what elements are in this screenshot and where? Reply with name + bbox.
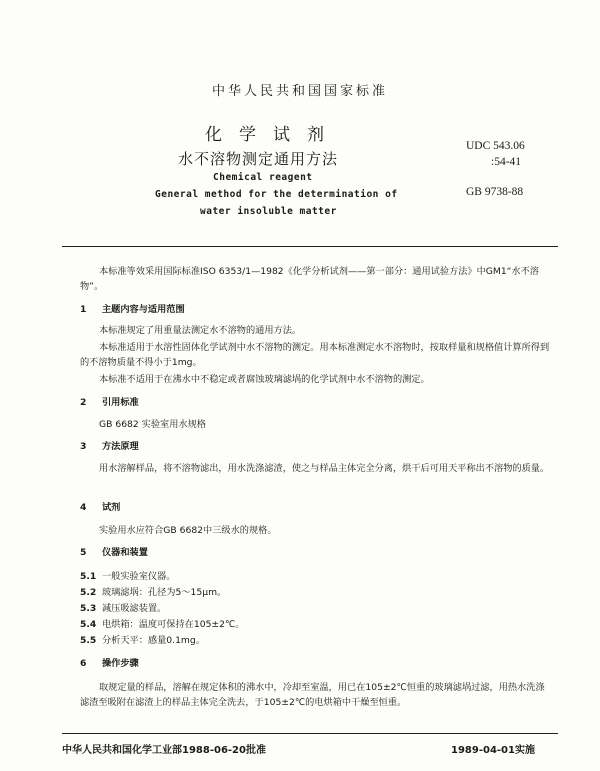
section-1-paragraph-1: 本标准规定了用重量法测定水不溶物的通用方法。 [99, 325, 302, 336]
section-title: 试剂 [102, 502, 121, 513]
section-6-paragraph-1: 取规定量的样品，溶解在规定体积的沸水中，冷却至室温，用已在105±2℃恒重的玻璃滤埚过滤，用热水洗涤滤渣至吸附在滤渣上的样品主体完全洗去，于105±2℃的电烘箱中干燥至恒重。 [80, 682, 545, 708]
list-item: 5.1 一般实验室仪器。 [80, 571, 176, 582]
udc-line-2: :54-41 [491, 156, 522, 168]
section-title: 主题内容与适用范围 [102, 304, 185, 315]
section-number: 6 [80, 658, 87, 669]
english-title-line-1: Chemical reagent [213, 172, 313, 183]
national-standard-heading: 中华人民共和国国家标准 [211, 84, 388, 99]
section-2-paragraph-1: GB 6682 实验室用水规格 [99, 419, 206, 430]
section-number: 5 [80, 547, 87, 558]
section-number: 2 [80, 397, 87, 408]
section-title: 操作步骤 [102, 658, 139, 669]
section-4-paragraph-1: 实验用水应符合GB 6682中三级水的规格。 [99, 525, 277, 536]
list-item: 5.3 减压吸滤装置。 [80, 603, 167, 614]
section-2-heading [80, 395, 139, 410]
section-title: 仪器和装置 [102, 547, 148, 558]
section-4-heading [80, 500, 120, 515]
english-title-line-3: water insoluble matter [200, 206, 337, 217]
section-number: 1 [80, 304, 87, 315]
document-title: 化学试剂 [205, 125, 341, 145]
header-divider [62, 246, 558, 247]
section-5-heading [80, 545, 148, 560]
section-6-heading [80, 656, 139, 671]
section-1-paragraph-2: 本标准适用于水溶性固体化学试剂中水不溶物的测定。用本标准测定水不溶物时，按取样量和规格值计算所得到的不溶物质量不得小于1mg。 [80, 342, 550, 368]
section-number: 4 [80, 502, 87, 513]
section-title: 方法原理 [102, 441, 139, 452]
section-1-paragraph-3: 本标准不适用于在沸水中不稳定或者腐蚀玻璃滤埚的化学试剂中水不溶物的测定。 [99, 374, 430, 385]
list-item: 5.2 玻璃滤埚：孔径为5～15μm。 [80, 587, 227, 598]
udc-line-1: UDC 543.06 [466, 140, 525, 152]
implementation-date: 1989-04-01实施 [451, 745, 535, 756]
section-number: 3 [80, 441, 87, 452]
section-title: 引用标准 [102, 397, 139, 408]
approval-line: 中华人民共和国化学工业部1988-06-20批准 [62, 745, 266, 756]
footer-divider [62, 733, 558, 734]
english-title-line-2: General method for the determination of [155, 189, 398, 200]
list-item: 5.5 分析天平：感量0.1mg。 [80, 635, 205, 646]
list-item: 5.4 电烘箱：温度可保持在105±2℃。 [80, 619, 245, 630]
document-subtitle: 水不溶物测定通用方法 [178, 150, 339, 168]
section-1-heading [80, 302, 185, 317]
intro-paragraph: 本标准等效采用国际标准ISO 6353/1—1982《化学分析试剂——第一部分：通用试验方法》中GM1“水不溶物”。 [80, 266, 539, 292]
section-3-paragraph-1: 用水溶解样品，将不溶物滤出，用水洗涤滤渣，使之与样品主体完全分离，烘干后可用天平称出不溶物的质量。 [99, 463, 550, 474]
udc-code [466, 138, 525, 170]
section-3-heading [80, 439, 139, 454]
gb-number: GB 9738-88 [466, 186, 524, 198]
